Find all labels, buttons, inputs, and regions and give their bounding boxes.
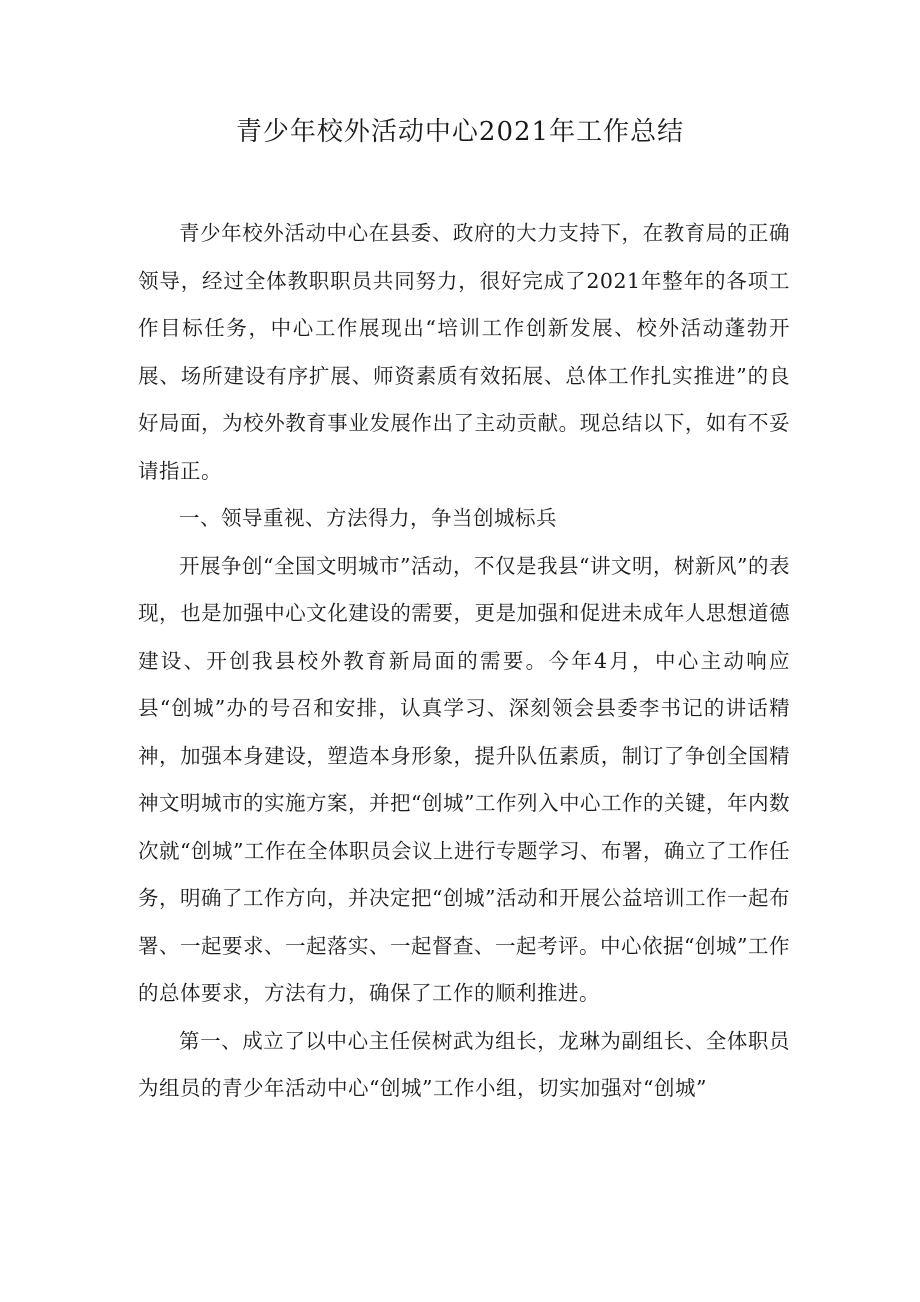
paragraph-intro: 青少年校外活动中心在县委、政府的大力支持下，在教育局的正确领导，经过全体教职职员共同努力，很好完成了2021年整年的各项工作目标任务，中心工作展现出“培训工作创新发展、校外活动蓬勃开展、场所建设有序扩展、师资素质有效拓展、总体工作扎实推进”的良好局面，为校外教育事业发展作出了主动贡献。现总结以下，如有不妥请指正。 — [138, 221, 790, 483]
section-heading: 一、领导重视、方法得力，争当创城标兵 — [179, 506, 557, 530]
document-title: 青少年校外活动中心2021年工作总结 — [235, 117, 685, 147]
document-body — [138, 210, 790, 1113]
paragraph-section-body: 开展争创“全国文明城市”活动，不仅是我县“讲文明，树新风”的表现，也是加强中心文化建设的需要，更是加强和促进未成年人思想道德建设、开创我县校外教育新局面的需要。今年4月，中心主动响应县“创城”办的号召和安排，认真学习、深刻领会县委李书记的讲话精神，加强本身建设，塑造本身形象，提升队伍素质，制订了争创全国精神文明城市的实施方案，并把“创城”工作列入中心工作的关键，年内数次就“创城”工作在全体职员会议上进行专题学习、布署，确立了工作任务，明确了工作方向，并决定把“创城”活动和开展公益培训工作一起布署、一起要求、一起落实、一起督查、一起考评。中心依据“创城”工作的总体要求，方法有力，确保了工作的顺利推进。 — [138, 553, 790, 1005]
paragraph-first-point: 第一、成立了以中心主任侯树武为组长，龙琳为副组长、全体职员为组员的青少年活动中心“创城”工作小组，切实加强对“创城” — [138, 1028, 790, 1100]
